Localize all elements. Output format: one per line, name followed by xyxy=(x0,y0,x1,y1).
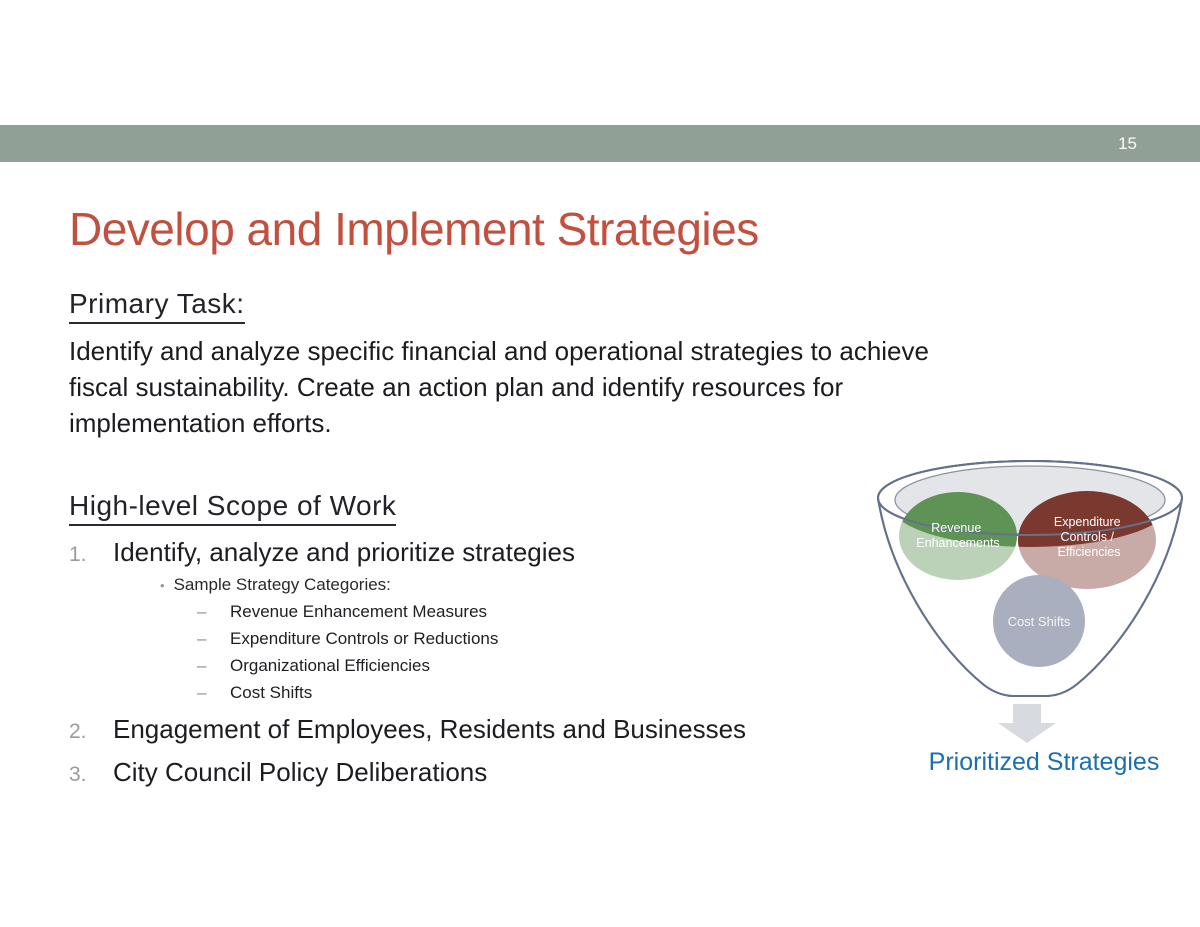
primary-task-heading: Primary Task: xyxy=(69,288,245,324)
body-line-2: fiscal sustainability. Create an action plan and identify resources for xyxy=(69,372,844,402)
item-text: Engagement of Employees, Residents and Businesses xyxy=(113,714,747,744)
item-text: Identify, analyze and prioritize strategies xyxy=(113,537,575,567)
strategy-category-1 xyxy=(197,602,487,622)
funnel-svg xyxy=(872,452,1188,752)
category-text: Expenditure Controls or Reductions xyxy=(230,629,499,648)
item-number: 2. xyxy=(69,720,87,743)
scope-item-1 xyxy=(69,537,575,568)
category-text: Revenue Enhancement Measures xyxy=(230,602,488,621)
page-number: 15 xyxy=(1118,134,1137,153)
strategy-category-4 xyxy=(197,683,312,703)
funnel-diagram xyxy=(872,452,1188,752)
strategy-category-3 xyxy=(197,656,430,676)
category-text: Organizational Efficiencies xyxy=(230,656,431,675)
expenditure-label: Expenditure Controls / Efficiencies xyxy=(1053,515,1121,559)
dash-icon: – xyxy=(197,683,207,702)
body-line-1: Identify and analyze specific financial and operational strategies to achieve xyxy=(69,336,929,366)
sample-categories-bullet xyxy=(160,575,391,595)
primary-task-body xyxy=(69,333,929,441)
scope-item-2 xyxy=(69,714,746,745)
dash-icon: – xyxy=(197,629,207,648)
bullet-text: Sample Strategy Categories: xyxy=(173,575,391,594)
scope-of-work-heading: High-level Scope of Work xyxy=(69,490,396,526)
dash-icon: – xyxy=(197,602,207,621)
bullet-icon: • xyxy=(160,578,165,593)
body-line-3: implementation efforts. xyxy=(69,408,332,438)
item-text: City Council Policy Deliberations xyxy=(113,757,488,787)
cost-shifts-label: Cost Shifts xyxy=(1007,614,1071,629)
scope-item-3 xyxy=(69,757,487,788)
prioritized-strategies-caption: Prioritized Strategies xyxy=(928,748,1160,776)
slide-title: Develop and Implement Strategies xyxy=(69,203,759,255)
item-number: 3. xyxy=(69,763,87,786)
down-arrow-icon xyxy=(998,704,1056,743)
item-number: 1. xyxy=(69,543,87,566)
category-text: Cost Shifts xyxy=(230,683,313,702)
revenue-label: Revenue Enhancements xyxy=(916,521,1000,550)
header-bar xyxy=(0,125,1200,162)
dash-icon: – xyxy=(197,656,207,675)
strategy-category-2 xyxy=(197,629,498,649)
